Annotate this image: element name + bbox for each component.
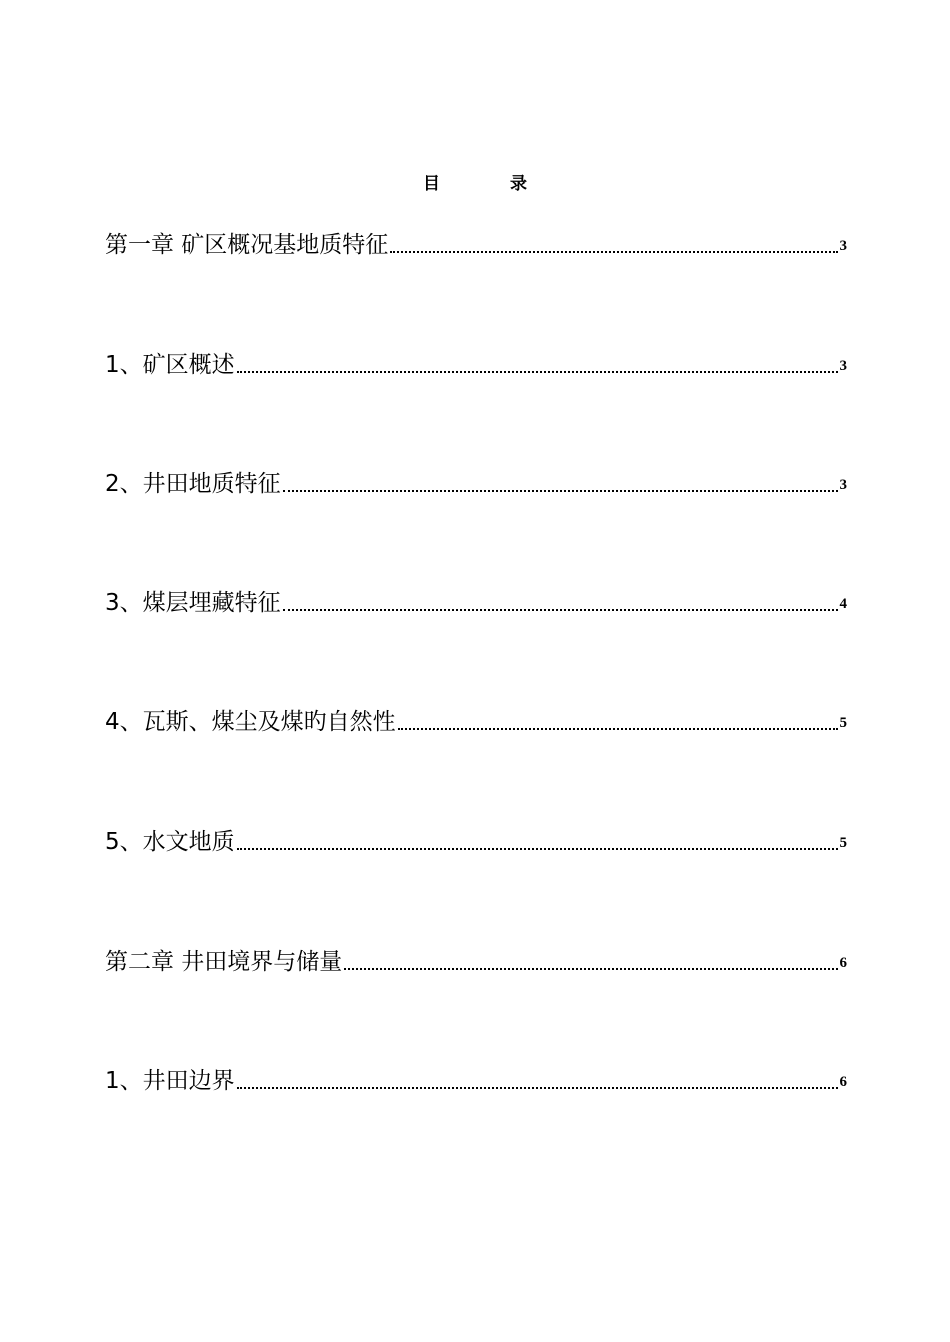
page-title [0,172,950,196]
toc-page-number: 6 [839,955,847,971]
toc-entry-label: 3、煤层埋藏特征 [105,590,281,616]
toc-page-number: 5 [839,715,847,731]
toc-leader-dots [283,490,838,492]
toc-leader-dots [390,251,837,253]
toc-entry-label: 第二章 井田境界与储量 [105,949,343,975]
toc-entry-chapter-1[interactable] [105,228,847,260]
title-char-1: 目 [423,174,440,194]
toc-entry-label: 第一章 矿区概况基地质特征 [105,232,389,258]
toc-entry-label: 5、水文地质 [105,829,235,855]
toc-entry-1-2[interactable] [105,467,847,499]
toc-page-number: 3 [839,238,847,254]
toc-leader-dots [237,371,838,373]
toc-entry-1-1[interactable] [105,348,847,380]
toc-page-number: 5 [839,835,847,851]
toc-page-number: 6 [839,1074,847,1090]
toc-leader-dots [237,848,838,850]
toc-entry-label: 4、瓦斯、煤尘及煤旳自然性 [105,709,396,735]
toc-leader-dots [237,1087,838,1089]
toc-entry-1-3[interactable] [105,586,847,618]
toc-page-number: 3 [839,477,847,493]
toc-entry-label: 1、矿区概述 [105,352,235,378]
toc-page-number: 4 [839,596,847,612]
toc-leader-dots [398,728,838,730]
toc-entry-1-5[interactable] [105,825,847,857]
toc-entry-label: 1、井田边界 [105,1068,235,1094]
toc-leader-dots [283,609,838,611]
toc-page-number: 3 [839,358,847,374]
toc-leader-dots [344,968,837,970]
toc-entry-label: 2、井田地质特征 [105,471,281,497]
toc-entry-chapter-2[interactable] [105,945,847,977]
title-char-2: 录 [510,174,527,194]
toc-entry-2-1[interactable] [105,1064,847,1096]
toc-entry-1-4[interactable] [105,705,847,737]
